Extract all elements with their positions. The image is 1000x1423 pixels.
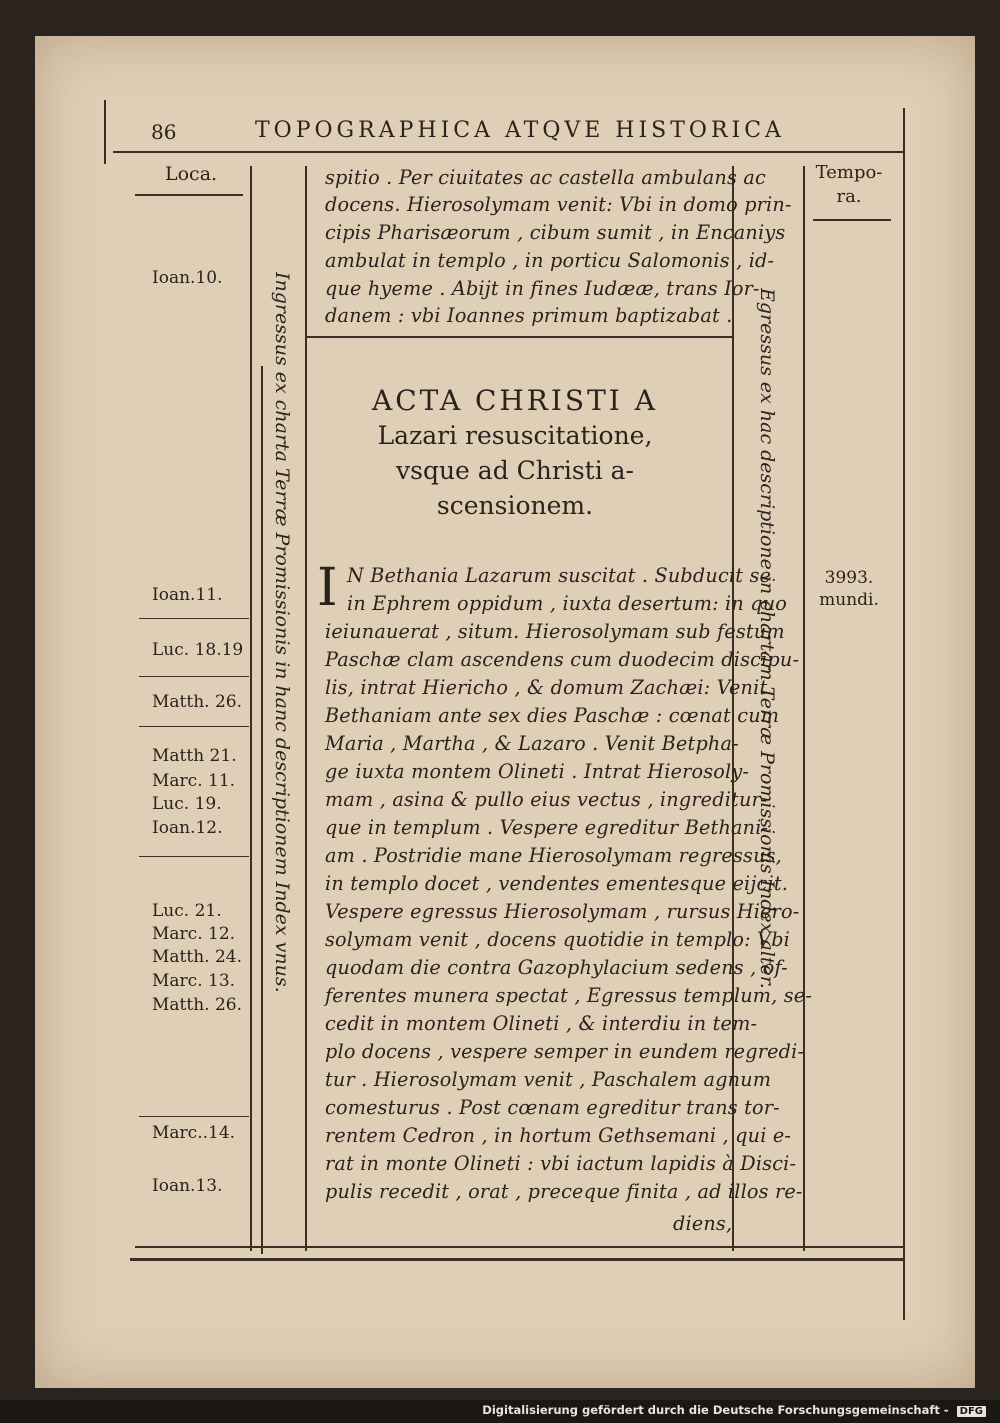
tempora-column-head	[809, 161, 889, 209]
body-top-line: cipis Pharisæorum , cibum sumit , in Encaniys	[325, 221, 786, 244]
right-index-rule	[803, 166, 805, 1251]
side-note-right: Egressus ex hac descriptione in chartam Terræ Promissionis Index alter.	[756, 288, 778, 989]
loca-sep-2	[139, 676, 249, 677]
catchword: diens,	[673, 1212, 733, 1235]
body-line: que in templum . Vespere egreditur Bethani-	[325, 816, 769, 839]
section-subheading-line: Lazari resuscitatione,	[377, 421, 653, 450]
reference-label: Ioan.10.	[152, 268, 223, 288]
body-top-line: danem : vbi Ioannes primum baptizabat .	[325, 304, 733, 327]
reference-label: Marc..14.	[152, 1123, 236, 1143]
reference-label: Luc. 21.	[152, 901, 222, 921]
body-line: cedit in montem Olineti , & interdiu in tem-	[325, 1012, 758, 1035]
body-line: rentem Cedron , in hortum Gethsemani , qui e-	[325, 1124, 792, 1147]
reference-label: Luc. 18.19	[152, 640, 244, 660]
running-head: TOPOGRAPHICA ATQVE HISTORICA	[255, 118, 785, 143]
reference-label: Ioan.13.	[152, 1176, 223, 1196]
body-top-line: spitio . Per ciuitates ac castella ambulans ac	[325, 166, 766, 189]
left-inner-rule	[261, 366, 263, 1254]
footer-text: Digitalisierung gefördert durch die Deutsche Forschungsgemeinschaft -	[482, 1403, 949, 1417]
text-left-rule	[305, 166, 307, 1251]
book-page	[35, 36, 975, 1388]
body-line: tur . Hierosolymam venit , Paschalem agnum	[325, 1068, 772, 1091]
reference-label: Ioan.11.	[152, 585, 223, 605]
body-line: in templo docet , vendentes ementesque eijcit.	[325, 872, 789, 895]
tempora-head-line2: ra.	[836, 186, 862, 207]
reference-label: Matth. 26.	[152, 995, 242, 1015]
reference-label: Matth. 26.	[152, 692, 242, 712]
body-line: Bethaniam ante sex dies Paschæ : cœnat cum	[325, 704, 780, 727]
body-line: ge iuxta montem Olineti . Intrat Hierosoly-	[325, 760, 750, 783]
left-index-rule	[250, 166, 252, 1251]
tempora-rule-under	[813, 219, 891, 221]
body-line: Vespere egressus Hierosolymam , rursus Hiero-	[325, 900, 800, 923]
body-line: ferentes munera spectat , Egressus templum, se-	[325, 984, 813, 1007]
loca-sep-5	[139, 1116, 249, 1117]
body-line: plo docens , vespere semper in eundem regredi-	[325, 1040, 805, 1063]
header-rule-right-vertical	[903, 108, 905, 1320]
body-top-line: que hyeme . Abijt in fines Iudææ, trans Ior-	[325, 277, 760, 300]
body-line: am . Postridie mane Hierosolymam regressus,	[325, 844, 782, 867]
body-line: comesturus . Post cœnam egreditur trans tor-	[325, 1096, 780, 1119]
bottom-rule-2	[130, 1258, 905, 1261]
year-line2: mundi.	[819, 590, 879, 610]
year-line1: 3993.	[824, 568, 874, 588]
reference-label: Ioan.12.	[152, 818, 223, 838]
header-rule-bottom	[113, 151, 903, 153]
bottom-rule-1	[135, 1246, 903, 1248]
text-top-box-rule	[307, 336, 733, 338]
tempora-head-line1: Tempo-	[815, 162, 883, 183]
loca-sep-3	[139, 726, 249, 727]
body-top-line: docens. Hierosolymam venit: Vbi in domo prin-	[325, 193, 792, 216]
reference-label: Luc. 19.	[152, 794, 222, 814]
body-line: N Bethania Lazarum suscitat . Subducit se	[347, 564, 772, 587]
drop-cap: I	[317, 558, 338, 618]
section-subheading-line: scensionem.	[436, 491, 594, 520]
body-line: Paschæ clam ascendens cum duodecim discipu-	[325, 648, 800, 671]
body-line: quodam die contra Gazophylacium sedens , of-	[325, 956, 788, 979]
body-line: lis, intrat Hiericho , & domum Zachæi: Venit	[325, 676, 768, 699]
page-number: 86	[151, 120, 177, 144]
body-line: in Ephrem oppidum , iuxta desertum: in quo	[347, 592, 788, 615]
reference-label: Marc. 12.	[152, 924, 236, 944]
section-heading: ACTA CHRISTI A	[372, 384, 658, 417]
reference-label: Marc. 11.	[152, 771, 236, 791]
side-note-left: Ingressus ex charta Terræ Promissionis in hanc descriptionem Index vnus.	[271, 272, 293, 993]
body-line: Maria , Martha , & Lazaro . Venit Betpha-	[325, 732, 739, 755]
body-line: mam , asina & pullo eius vectus , ingreditur-	[325, 788, 768, 811]
header-rule-left-vertical	[104, 100, 106, 164]
body-top-line: ambulat in templo , in porticu Salomonis , id-	[325, 249, 775, 272]
loca-sep-4	[139, 856, 249, 857]
loca-rule-under	[135, 194, 243, 196]
body-line: pulis recedit , orat , preceque finita , ad illos re-	[325, 1180, 803, 1203]
year-annotation	[809, 567, 889, 611]
loca-column-head: Loca.	[165, 163, 218, 185]
section-subheading-line: vsque ad Christi a-	[395, 456, 634, 485]
loca-sep-1	[139, 618, 249, 619]
body-line: ieiunauerat , situm. Hierosolymam sub festum	[325, 620, 785, 643]
reference-label: Matth 21.	[152, 746, 237, 766]
dfg-logo-icon: DFG	[957, 1406, 986, 1417]
body-line: rat in monte Olineti : vbi iactum lapidis à Disci-	[325, 1152, 797, 1175]
digitization-footer	[482, 1403, 986, 1417]
reference-label: Marc. 13.	[152, 971, 236, 991]
body-line: solymam venit , docens quotidie in templo: Vbi	[325, 928, 791, 951]
reference-label: Matth. 24.	[152, 947, 242, 967]
